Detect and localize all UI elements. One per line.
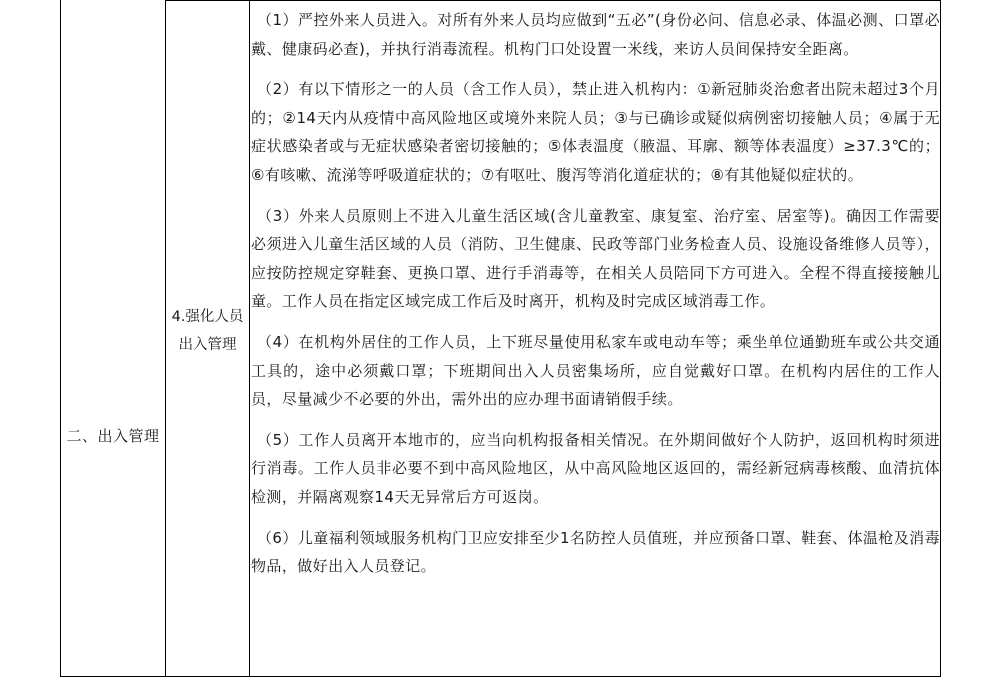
paragraph-index: （4） [257, 332, 299, 351]
content-cell [250, 0, 940, 593]
paragraph-5 [251, 426, 940, 512]
paragraph-index: （2） [257, 80, 299, 99]
paragraph-index: （5） [257, 430, 299, 449]
subsection-title: 4.强化人员出入管理 [171, 309, 244, 353]
paragraph-index: （6） [257, 528, 298, 547]
paragraph-index: （1） [257, 11, 298, 29]
section-title: 二、出入管理 [66, 427, 160, 445]
policy-table [60, 0, 941, 677]
paragraph-text: 在机构外居住的工作人员，上下班尽量使用私家车或电动车等；乘坐单位通勤班车或公共交通工具的，途中必须戴口罩；下班期间出入人员密集场所，应自觉戴好口罩。在机构内居住的工作人员，尽量减少不必要的外出，需外出的应办理书面请销假手续。 [251, 332, 940, 409]
paragraph-index: （3） [257, 206, 299, 225]
paragraph-text: 有以下情形之一的人员（含工作人员），禁止进入机构内：①新冠肺炎治愈者出院未超过3个月的；②14天内从疫情中高风险地区或境外来院人员；③与已确诊或疑似病例密切接触人员；④属于无症状感染者或与无症状感染者密切接触的；⑤体表温度（腋温、耳廓、额等体表温度）≥37.3℃的；⑥有咳嗽、流涕等呼吸道症状的；⑦有呕吐、腹泻等消化道症状的；⑧有其他疑似症状的。 [251, 80, 940, 184]
paragraph-1 [251, 6, 940, 63]
paragraph-3 [251, 202, 940, 316]
paragraph-4 [251, 328, 940, 414]
paragraph-text: 工作人员离开本地市的，应当向机构报备相关情况。在外期间做好个人防护，返回机构时须进行消毒。工作人员非必要不到中高风险地区，从中高风险地区返回的，需经新冠病毒核酸、血清抗体检测，并隔离观察14天无异常后方可返岗。 [251, 430, 940, 506]
paragraph-6 [251, 524, 940, 581]
paragraph-text: 严控外来人员进入。对所有外来人员均应做到“五必”(身份必问、信息必录、体温必测、口罩必戴、健康码必查)，并执行消毒流程。机构门口处设置一米线，来访人员间保持安全距离。 [251, 11, 940, 58]
paragraph-text: 儿童福利领域服务机构门卫应安排至少1名防控人员值班，并应预备口罩、鞋套、体温枪及消毒物品，做好出入人员登记。 [251, 528, 941, 576]
paragraph-2 [251, 75, 940, 189]
paragraph-text: 外来人员原则上不进入儿童生活区域(含儿童教室、康复室、治疗室、居室等)。确因工作需要必须进入儿童生活区域的人员（消防、卫生健康、民政等部门业务检查人员、设施设备维修人员等），应按防控规定穿鞋套、更换口罩、进行手消毒等，在相关人员陪同下方可进入。全程不得直接接触儿童。工作人员在指定区域完成工作后及时离开，机构及时完成区域消毒工作。 [251, 206, 940, 311]
